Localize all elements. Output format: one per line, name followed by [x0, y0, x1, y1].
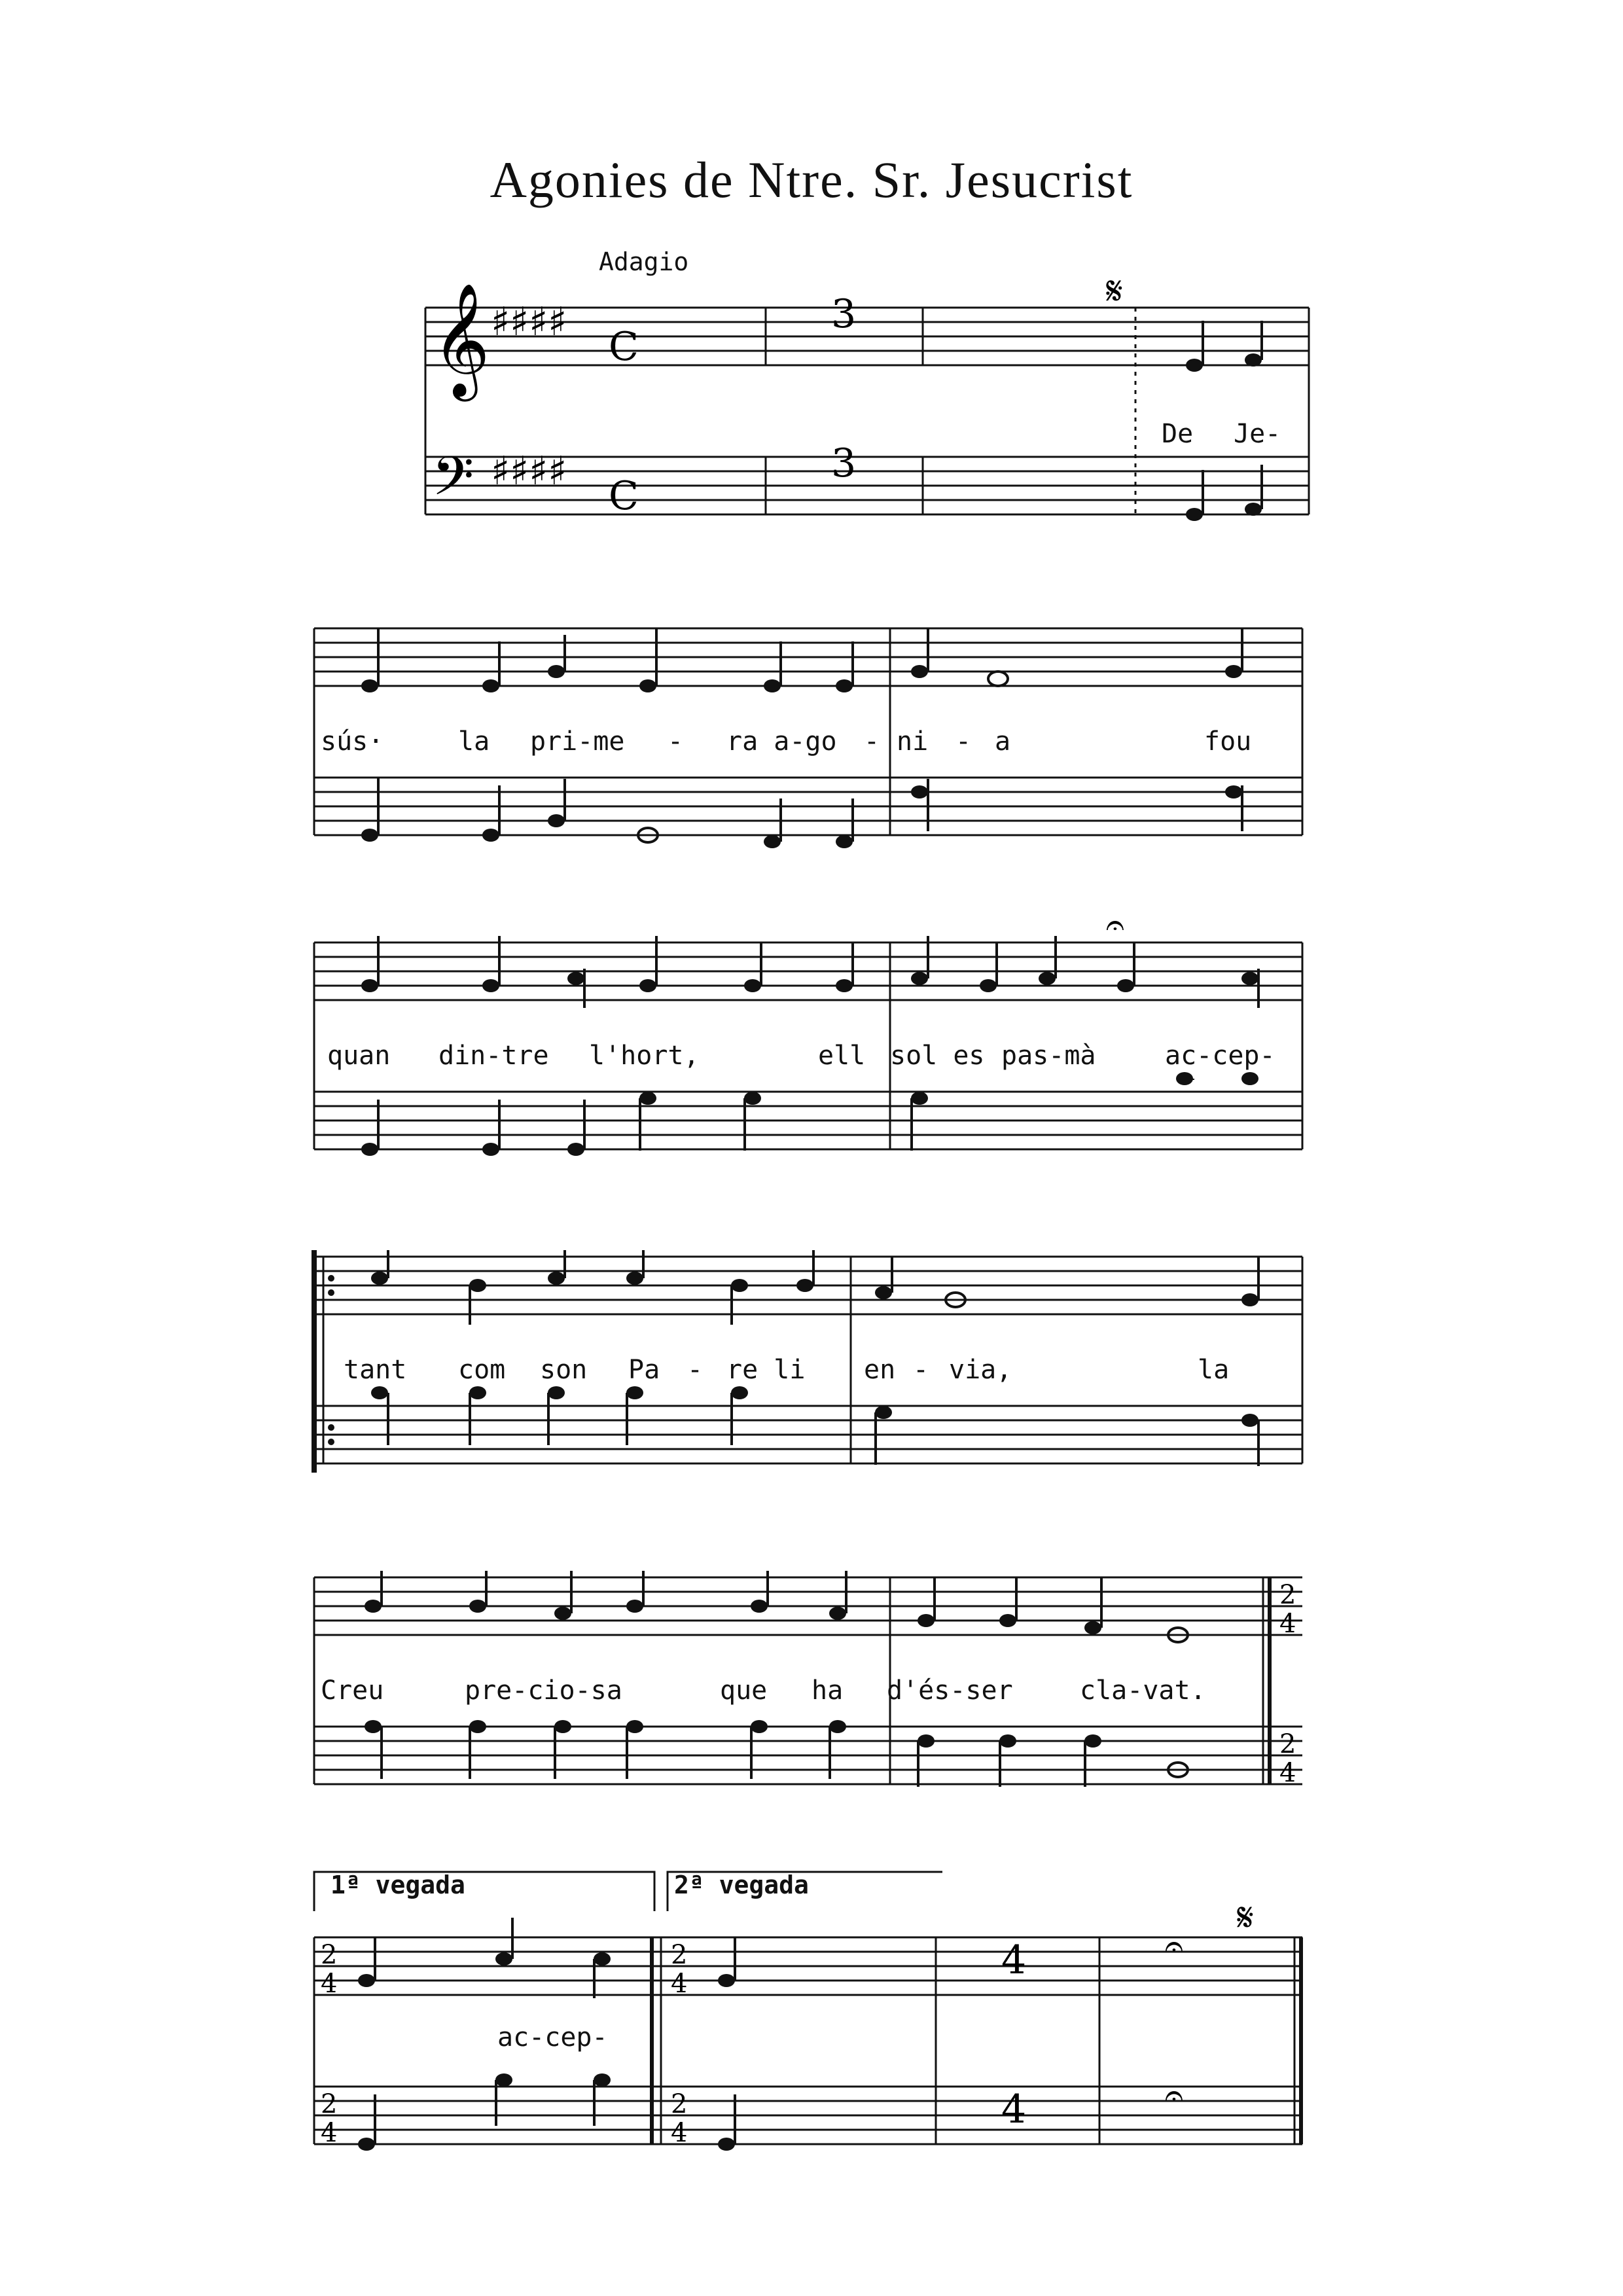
- lyric: -: [668, 726, 684, 757]
- lyric: ac-cep-: [1165, 1041, 1275, 1071]
- lyric: sol es: [890, 1041, 985, 1071]
- lyric: ac-cep-: [497, 2022, 608, 2053]
- lyric: via,: [949, 1355, 1012, 1385]
- lyric: sús·: [321, 726, 384, 757]
- lyric: que: [720, 1676, 768, 1706]
- lyric: Je-: [1234, 419, 1281, 449]
- lyric: com: [458, 1355, 506, 1385]
- system-6: [308, 1865, 1315, 2173]
- lyric: en: [864, 1355, 896, 1385]
- svg-text:2: 2: [321, 1940, 338, 1970]
- lyric: pre-cio-sa: [465, 1676, 622, 1706]
- svg-text:2: 2: [1279, 1580, 1296, 1610]
- svg-text:3: 3: [831, 291, 857, 337]
- volta-1-label: 1ª vegada: [330, 1871, 465, 1899]
- svg-text:4: 4: [671, 2118, 688, 2148]
- treble-clef-icon: 𝄞: [432, 283, 490, 397]
- svg-text:C: C: [609, 324, 639, 370]
- volta-2-label: 2ª vegada: [674, 1871, 809, 1899]
- lyric: -: [864, 726, 880, 757]
- page-title: Agonies de Ntre. Sr. Jesucrist: [490, 151, 1133, 208]
- svg-text:2: 2: [1279, 1729, 1296, 1759]
- lyric: ell: [818, 1041, 866, 1071]
- lyric: Pa: [628, 1355, 660, 1385]
- svg-text:C: C: [609, 473, 639, 519]
- svg-text:4: 4: [1279, 1758, 1296, 1788]
- lyric: fou: [1204, 726, 1252, 757]
- fermata-icon: 𝄐: [1106, 906, 1124, 944]
- svg-text:4: 4: [321, 1969, 338, 1999]
- lyric: din-tre: [438, 1041, 549, 1071]
- svg-text:3: 3: [831, 440, 857, 486]
- segno-icon: 𝄋: [1237, 1895, 1254, 1941]
- svg-text:♯♯♯♯: ♯♯♯♯: [491, 299, 567, 345]
- lyric: Creu: [321, 1676, 384, 1706]
- svg-text:2: 2: [671, 2089, 688, 2119]
- lyric: son: [540, 1355, 588, 1385]
- lyric: tant: [344, 1355, 407, 1385]
- lyric: ra a-go: [726, 726, 837, 757]
- lyric: -: [913, 1355, 929, 1385]
- svg-text:2: 2: [321, 2089, 338, 2119]
- lyric: la: [1198, 1355, 1230, 1385]
- lyric: a: [995, 726, 1011, 757]
- lyric: ni: [897, 726, 929, 757]
- lyric: quan: [327, 1041, 391, 1071]
- svg-text:4: 4: [671, 1969, 688, 1999]
- svg-text:4: 4: [321, 2118, 338, 2148]
- svg-text:4: 4: [1001, 2087, 1027, 2132]
- fermata-icon: 𝄐: [1165, 1927, 1183, 1965]
- tempo-marking: Adagio: [599, 247, 689, 276]
- lyric: la: [458, 726, 490, 757]
- segno-icon: 𝄋: [1106, 268, 1123, 314]
- svg-text:♯♯♯♯: ♯♯♯♯: [491, 448, 567, 494]
- lyric: re li: [726, 1355, 806, 1385]
- bass-clef-icon: 𝄢: [432, 444, 474, 521]
- svg-text:4: 4: [1001, 1937, 1027, 1983]
- lyric: ha: [812, 1676, 844, 1706]
- lyric: d'és-ser: [887, 1676, 1013, 1706]
- fermata-icon: 𝄐: [1165, 2076, 1183, 2114]
- lyric: pas-mà: [1001, 1041, 1096, 1071]
- lyric: De: [1162, 419, 1194, 449]
- lyric: -: [687, 1355, 704, 1385]
- lyric: cla-vat.: [1080, 1676, 1206, 1706]
- svg-text:2: 2: [671, 1940, 688, 1970]
- lyric: -: [955, 726, 972, 757]
- lyric: pri-me: [530, 726, 625, 757]
- lyric: l'hort,: [589, 1041, 700, 1071]
- svg-text:4: 4: [1279, 1609, 1296, 1639]
